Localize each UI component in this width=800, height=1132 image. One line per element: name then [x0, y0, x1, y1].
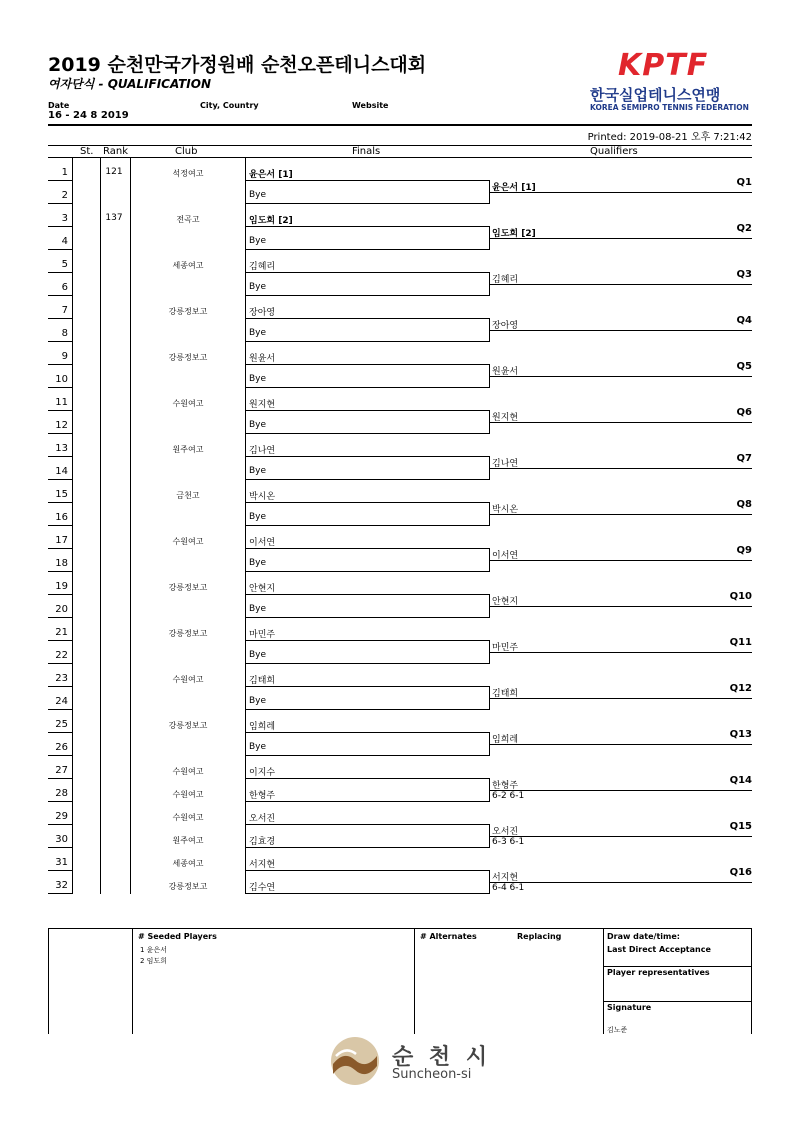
row-name-rule — [245, 272, 490, 273]
player-name: Bye — [249, 466, 267, 476]
row-number-rule — [48, 548, 72, 549]
row-number: 13 — [55, 443, 68, 454]
row-name-rule — [245, 341, 490, 342]
row-club: 강릉정보고 — [168, 721, 208, 730]
row-number-rule — [48, 479, 72, 480]
row-name-rule — [245, 295, 490, 296]
row-name-rule — [245, 387, 490, 388]
row-number: 32 — [55, 880, 68, 891]
qualifier-label: Q12 — [729, 683, 752, 694]
qualifier-line — [490, 560, 752, 561]
player-representatives-label: Player representatives — [607, 968, 710, 977]
row-number: 27 — [55, 765, 68, 776]
row-number-rule — [48, 272, 72, 273]
qualifier-label: Q13 — [729, 729, 752, 740]
qualifier-name: 안현지 — [492, 597, 519, 607]
row-name-rule — [245, 870, 490, 871]
logo-name-kr: 한국실업테니스연맹 — [590, 86, 721, 104]
qualifier-label: Q10 — [729, 591, 752, 602]
qualifier-name: 한형주 — [492, 781, 519, 791]
row-name-rule — [245, 433, 490, 434]
row-number: 30 — [55, 834, 68, 845]
footer-divider-1 — [132, 928, 133, 1034]
row-number-rule — [48, 226, 72, 227]
row-number-rule — [48, 594, 72, 595]
row-name-rule — [245, 824, 490, 825]
row-club: 수원여고 — [172, 399, 204, 408]
qualifier-label: Q16 — [729, 867, 752, 878]
page-subtitle: 여자단식 - QUALIFICATION — [48, 77, 212, 91]
seeded-player: 2 임도희 — [140, 957, 167, 965]
row-club: 수원여고 — [172, 790, 204, 799]
qualifier-line — [490, 836, 752, 837]
row-name-rule — [245, 502, 490, 503]
row-number-rule — [48, 824, 72, 825]
row-number-rule — [48, 180, 72, 181]
website-label: Website — [352, 101, 389, 110]
row-number: 23 — [55, 673, 68, 684]
row-number: 22 — [55, 650, 68, 661]
column-rule — [72, 158, 73, 894]
row-number: 21 — [55, 627, 68, 638]
qualifier-name: 윤은서 [1] — [492, 183, 536, 193]
row-name-rule — [245, 663, 490, 664]
row-number: 17 — [55, 535, 68, 546]
qualifier-label: Q11 — [729, 637, 752, 648]
column-header-bottom-rule — [48, 157, 752, 158]
player-name: 이서연 — [249, 538, 276, 548]
row-number: 29 — [55, 811, 68, 822]
footer-rule-reps — [603, 966, 751, 967]
player-name: 김혜리 — [249, 262, 276, 272]
city-name-en: Suncheon-si — [392, 1067, 472, 1082]
player-name: 원윤서 — [249, 354, 276, 364]
row-name-rule — [245, 249, 490, 250]
player-name: Bye — [249, 512, 267, 522]
qualifier-line — [490, 376, 752, 377]
row-name-rule — [245, 847, 490, 848]
player-name: Bye — [249, 236, 267, 246]
column-rank: Rank — [103, 146, 128, 157]
player-name: 윤은서 [1] — [249, 170, 293, 180]
row-number: 28 — [55, 788, 68, 799]
row-number-rule — [48, 318, 72, 319]
qualifier-line — [490, 744, 752, 745]
replacing-title: Replacing — [517, 932, 562, 941]
seeded-title: # Seeded Players — [138, 932, 217, 941]
draw-date-label: Draw date/time: — [607, 932, 680, 941]
row-number-rule — [48, 502, 72, 503]
row-name-rule — [245, 640, 490, 641]
row-number-rule — [48, 433, 72, 434]
row-number: 16 — [55, 512, 68, 523]
column-st: St. — [80, 146, 94, 157]
row-number: 31 — [55, 857, 68, 868]
player-name: 안현지 — [249, 584, 276, 594]
row-name-rule — [245, 732, 490, 733]
row-club: 원주여고 — [172, 836, 204, 845]
row-name-rule — [245, 571, 490, 572]
row-club: 세종여고 — [172, 261, 204, 270]
qualifier-label: Q5 — [736, 361, 752, 372]
row-number-rule — [48, 732, 72, 733]
row-club: 강릉정보고 — [168, 629, 208, 638]
row-number: 18 — [55, 558, 68, 569]
column-finals: Finals — [352, 146, 381, 157]
row-number: 3 — [61, 213, 68, 224]
row-name-rule — [245, 594, 490, 595]
row-number: 12 — [55, 420, 68, 431]
column-header-top-rule — [48, 145, 752, 146]
match-score: 6-3 6-1 — [492, 837, 525, 847]
row-name-rule — [245, 686, 490, 687]
row-name-rule — [245, 180, 490, 181]
row-number-rule — [48, 525, 72, 526]
row-name-rule — [245, 778, 490, 779]
row-number-rule — [48, 870, 72, 871]
city-logo — [330, 1036, 490, 1088]
player-name: 김나연 — [249, 446, 276, 456]
row-name-rule — [245, 617, 490, 618]
row-number-rule — [48, 571, 72, 572]
row-number: 15 — [55, 489, 68, 500]
row-number-rule — [48, 778, 72, 779]
seeded-player: 1 윤은서 — [140, 946, 167, 954]
row-number-rule — [48, 456, 72, 457]
qualifier-name: 장아영 — [492, 321, 519, 331]
row-number: 4 — [61, 236, 68, 247]
qualifier-line — [490, 468, 752, 469]
qualifier-name: 오서진 — [492, 827, 519, 837]
row-number: 19 — [55, 581, 68, 592]
row-name-rule — [245, 456, 490, 457]
player-name: 서지현 — [249, 860, 276, 870]
row-number: 24 — [55, 696, 68, 707]
row-number: 9 — [61, 351, 68, 362]
row-number-rule — [48, 755, 72, 756]
player-name: Bye — [249, 696, 267, 706]
qualifier-name: 김태희 — [492, 689, 519, 699]
player-name: 한형주 — [249, 791, 276, 801]
printed-timestamp: Printed: 2019-08-21 오후 7:21:42 — [587, 132, 752, 143]
qualifier-line — [490, 606, 752, 607]
qualifier-line — [490, 330, 752, 331]
row-club: 강릉정보고 — [168, 583, 208, 592]
row-club: 수원여고 — [172, 813, 204, 822]
row-number-rule — [48, 410, 72, 411]
tournament-dates: 16 - 24 8 2019 — [48, 110, 129, 121]
row-number: 11 — [55, 397, 68, 408]
row-number: 14 — [55, 466, 68, 477]
match-score: 6-4 6-1 — [492, 883, 525, 893]
row-number-rule — [48, 640, 72, 641]
row-club: 금천고 — [176, 491, 200, 500]
city-emblem-icon — [330, 1036, 380, 1086]
player-name: 임희레 — [249, 722, 276, 732]
signature-label: Signature — [607, 1003, 652, 1012]
row-number-rule — [48, 387, 72, 388]
row-number: 10 — [55, 374, 68, 385]
player-name: 김수연 — [249, 883, 276, 893]
logo-name-en: KOREA SEMIPRO TENNIS FEDERATION — [590, 103, 749, 112]
row-number: 25 — [55, 719, 68, 730]
player-name: Bye — [249, 558, 267, 568]
column-qualifiers: Qualifiers — [590, 146, 638, 157]
row-name-rule — [245, 755, 490, 756]
qualifier-label: Q4 — [736, 315, 752, 326]
row-number-rule — [48, 686, 72, 687]
row-name-rule — [245, 203, 490, 204]
player-name: 박시온 — [249, 492, 276, 502]
player-name: 오서진 — [249, 814, 276, 824]
footer-divider-2 — [414, 928, 415, 1034]
player-name: 원지현 — [249, 400, 276, 410]
qualifier-name: 임희레 — [492, 735, 519, 745]
qualifier-name: 박시온 — [492, 505, 519, 515]
player-name: 마민주 — [249, 630, 276, 640]
player-name: Bye — [249, 742, 267, 752]
row-rank: 137 — [105, 213, 123, 223]
row-name-rule — [245, 410, 490, 411]
row-number-rule — [48, 295, 72, 296]
column-rule — [100, 158, 101, 894]
row-number-rule — [48, 893, 72, 894]
row-number-rule — [48, 847, 72, 848]
row-club: 석정여고 — [172, 169, 204, 178]
player-name: 김효경 — [249, 837, 276, 847]
qualifier-line — [490, 284, 752, 285]
qualifier-label: Q14 — [729, 775, 752, 786]
page-title: 2019 순천만국가정원배 순천오픈테니스대회 — [48, 54, 427, 76]
row-number-rule — [48, 249, 72, 250]
row-number-rule — [48, 203, 72, 204]
qualifier-label: Q3 — [736, 269, 752, 280]
row-club: 세종여고 — [172, 859, 204, 868]
row-name-rule — [245, 479, 490, 480]
qualifier-line — [490, 514, 752, 515]
qualifier-label: Q15 — [729, 821, 752, 832]
alternates-title: # Alternates — [420, 932, 477, 941]
footer-divider-3 — [603, 928, 604, 1034]
row-name-rule — [245, 364, 490, 365]
qualifier-line — [490, 790, 752, 791]
row-name-rule — [245, 801, 490, 802]
player-name: Bye — [249, 650, 267, 660]
city-name-kr: 순 천 시 — [392, 1045, 492, 1070]
row-club: 강릉정보고 — [168, 882, 208, 891]
row-number-rule — [48, 617, 72, 618]
row-name-rule — [245, 318, 490, 319]
player-name: Bye — [249, 420, 267, 430]
qualifier-line — [490, 698, 752, 699]
qualifier-name: 김혜리 — [492, 275, 519, 285]
qualifier-name: 마민주 — [492, 643, 519, 653]
player-name: Bye — [249, 374, 267, 384]
signer-name: 김노준 — [607, 1026, 628, 1034]
qualifier-line — [490, 652, 752, 653]
qualifier-name: 원윤서 — [492, 367, 519, 377]
row-name-rule — [245, 893, 490, 894]
row-number: 8 — [61, 328, 68, 339]
row-number: 2 — [61, 190, 68, 201]
match-score: 6-2 6-1 — [492, 791, 525, 801]
logo-mark: KPTF — [618, 48, 709, 83]
player-name: Bye — [249, 282, 267, 292]
row-name-rule — [245, 525, 490, 526]
qualifier-name: 서지현 — [492, 873, 519, 883]
qualifier-name: 김나연 — [492, 459, 519, 469]
row-number-rule — [48, 341, 72, 342]
player-name: 임도희 [2] — [249, 216, 293, 226]
city-label: City, Country — [200, 101, 259, 110]
row-club: 강릉정보고 — [168, 353, 208, 362]
qualifier-label: Q9 — [736, 545, 752, 556]
column-club: Club — [175, 146, 198, 157]
row-number-rule — [48, 801, 72, 802]
row-number: 1 — [61, 167, 68, 178]
player-name: Bye — [249, 328, 267, 338]
row-number: 20 — [55, 604, 68, 615]
player-name: 이지수 — [249, 768, 276, 778]
row-name-rule — [245, 548, 490, 549]
row-club: 수원여고 — [172, 537, 204, 546]
footer-right-rule — [751, 928, 752, 1034]
player-name: 김태희 — [249, 676, 276, 686]
row-club: 강릉정보고 — [168, 307, 208, 316]
player-name: 장아영 — [249, 308, 276, 318]
qualifier-line — [490, 882, 752, 883]
header-divider — [48, 124, 752, 126]
row-number: 26 — [55, 742, 68, 753]
date-label: Date — [48, 101, 70, 110]
row-name-rule — [245, 709, 490, 710]
row-number-rule — [48, 709, 72, 710]
qualifier-line — [490, 422, 752, 423]
qualifier-label: Q1 — [736, 177, 752, 188]
qualifier-name: 임도희 [2] — [492, 229, 536, 239]
row-club: 전곡고 — [176, 215, 200, 224]
footer-left-rule — [48, 928, 49, 1034]
row-name-rule — [245, 226, 490, 227]
row-number-rule — [48, 364, 72, 365]
federation-logo — [588, 50, 754, 112]
qualifier-label: Q2 — [736, 223, 752, 234]
footer-box — [48, 928, 752, 1034]
row-number: 6 — [61, 282, 68, 293]
row-club: 수원여고 — [172, 675, 204, 684]
row-number: 7 — [61, 305, 68, 316]
row-number-rule — [48, 663, 72, 664]
qualifier-label: Q7 — [736, 453, 752, 464]
row-club: 수원여고 — [172, 767, 204, 776]
row-number: 5 — [61, 259, 68, 270]
row-rank: 121 — [105, 167, 123, 177]
footer-rule-signature — [603, 1001, 751, 1002]
qualifier-name: 이서연 — [492, 551, 519, 561]
qualifier-name: 원지현 — [492, 413, 519, 423]
qualifier-label: Q8 — [736, 499, 752, 510]
last-direct-acceptance-label: Last Direct Acceptance — [607, 945, 711, 954]
footer-top-rule — [48, 928, 752, 929]
player-name: Bye — [249, 190, 267, 200]
qualifier-label: Q6 — [736, 407, 752, 418]
row-club: 원주여고 — [172, 445, 204, 454]
player-name: Bye — [249, 604, 267, 614]
